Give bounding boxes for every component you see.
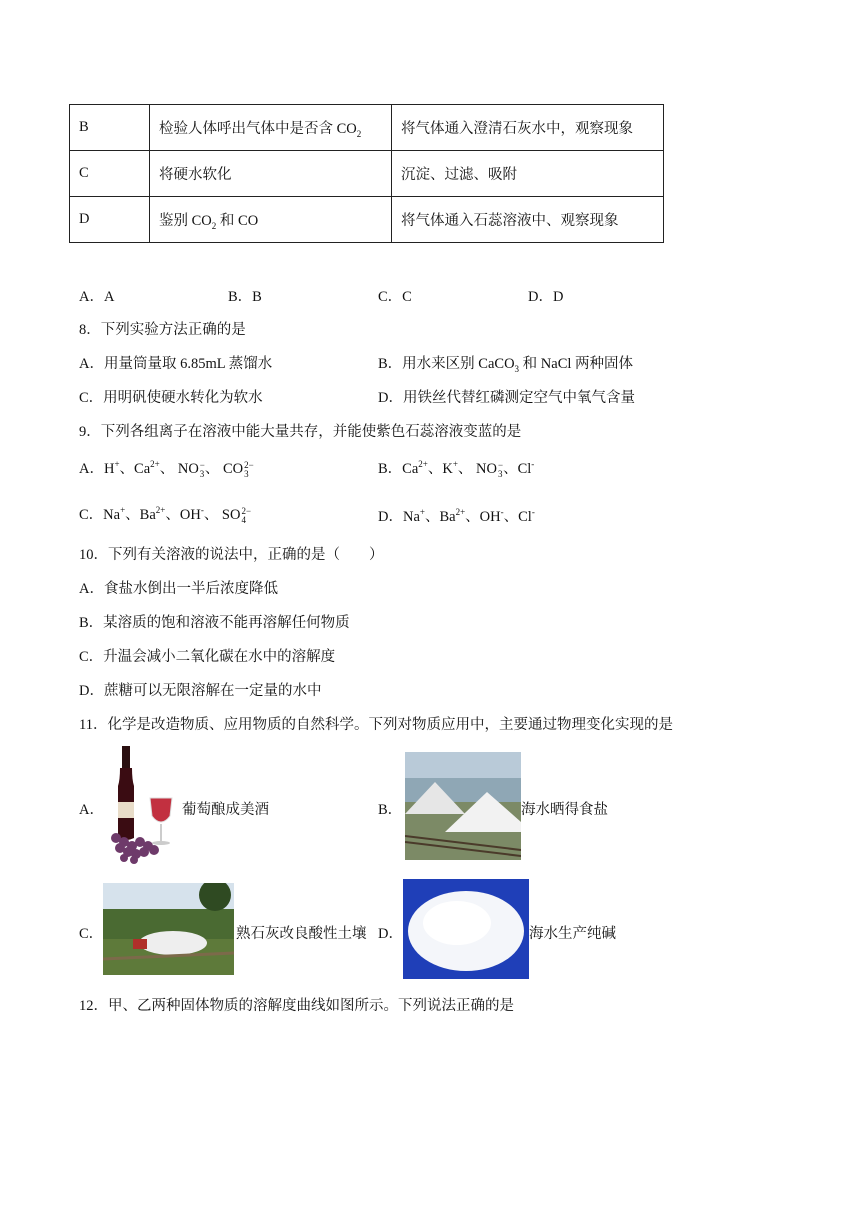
choice-a[interactable]: A．A [79,289,115,305]
table-cell-method: 沉淀、过滤、吸附 [392,151,664,197]
choice-c[interactable]: C．C [378,289,412,305]
q9-choice-d[interactable]: D．Na+、$Ba^{2+}$、OH-、Cl- [378,507,535,525]
q8-choice-c[interactable]: C．用明矾使硬水转化为软水 [79,390,263,406]
question-10-stem: 10．下列有关溶液的说法中，正确的是（ ） [79,547,384,563]
q11-choice-b-text: 海水晒得食盐 [521,802,608,818]
q11-choice-c-label[interactable]: C． [79,926,104,942]
soda-ash-image [403,879,529,979]
q8-choice-d[interactable]: D．用铁丝代替红磷测定空气中氧气含量 [378,390,635,406]
table-row [70,197,664,243]
q9-choice-c[interactable]: C．Na+、$Ba^{2+}$、OH-、 SO 2− 4 [79,505,252,525]
choice-b[interactable]: B．B [228,289,262,305]
question-8-stem: 8．下列实验方法正确的是 [79,322,246,338]
question-9-stem: 9．下列各组离子在溶液中能大量共存，并能使紫色石蕊溶液变蓝的是 [79,424,522,440]
q10-choice-b[interactable]: B．某溶质的饱和溶液不能再溶解任何物质 [79,615,350,631]
q11-choice-d-label[interactable]: D． [378,926,403,942]
table-cell-item: 检验人体呼出气体中是否含 $CO_2$ [150,105,392,151]
q9-choice-b[interactable]: B．$Ca^{2+}$、K+、 NO − 3 、Cl- [378,459,535,479]
table-cell-key: C [70,151,150,197]
q8-choice-a[interactable]: A．用量筒量取 6.85mL 蒸馏水 [79,356,273,372]
lime-soil-image [103,883,234,975]
table-row [70,105,664,151]
options-table [69,104,664,243]
q10-choice-a[interactable]: A．食盐水倒出一半后浓度降低 [79,581,278,597]
q11-choice-d-text: 海水生产纯碱 [529,926,616,942]
q10-choice-c[interactable]: C．升温会减小二氧化碳在水中的溶解度 [79,649,336,665]
q9-choice-a[interactable]: A．H+、$Ca^{2+}$、 NO − 3 、 CO 2− 3 [79,459,254,479]
q11-choice-b-label[interactable]: B． [378,802,403,818]
table-cell-method: 将气体通入石蕊溶液中、观察现象 [392,197,664,243]
q11-choice-a-text: 葡萄酿成美酒 [182,802,269,818]
table-cell-item: 将硬水软化 [150,151,392,197]
q11-choice-a-label[interactable]: A． [79,802,104,818]
table-cell-key: B [70,105,150,151]
q8-choice-b[interactable]: B．用水来区别 CaCO$_3$ 和 NaCl 两种固体 [378,356,634,374]
table-cell-key: D [70,197,150,243]
q10-choice-d[interactable]: D．蔗糖可以无限溶解在一定量的水中 [79,683,322,699]
table-cell-method: 将气体通入澄清石灰水中，观察现象 [392,105,664,151]
q11-choice-c-text: 熟石灰改良酸性土壤 [236,926,367,942]
wine-grapes-image [106,746,180,864]
table-cell-item: 鉴别 $CO_2$ 和 CO [150,197,392,243]
question-11-stem: 11．化学是改造物质、应用物质的自然科学。下列对物质应用中，主要通过物理变化实现的是 [79,717,673,733]
choice-d[interactable]: D．D [528,289,564,305]
table-row [70,151,664,197]
salt-pans-image [405,752,521,860]
question-12-stem: 12．甲、乙两种固体物质的溶解度曲线如图所示。下列说法正确的是 [79,998,514,1014]
